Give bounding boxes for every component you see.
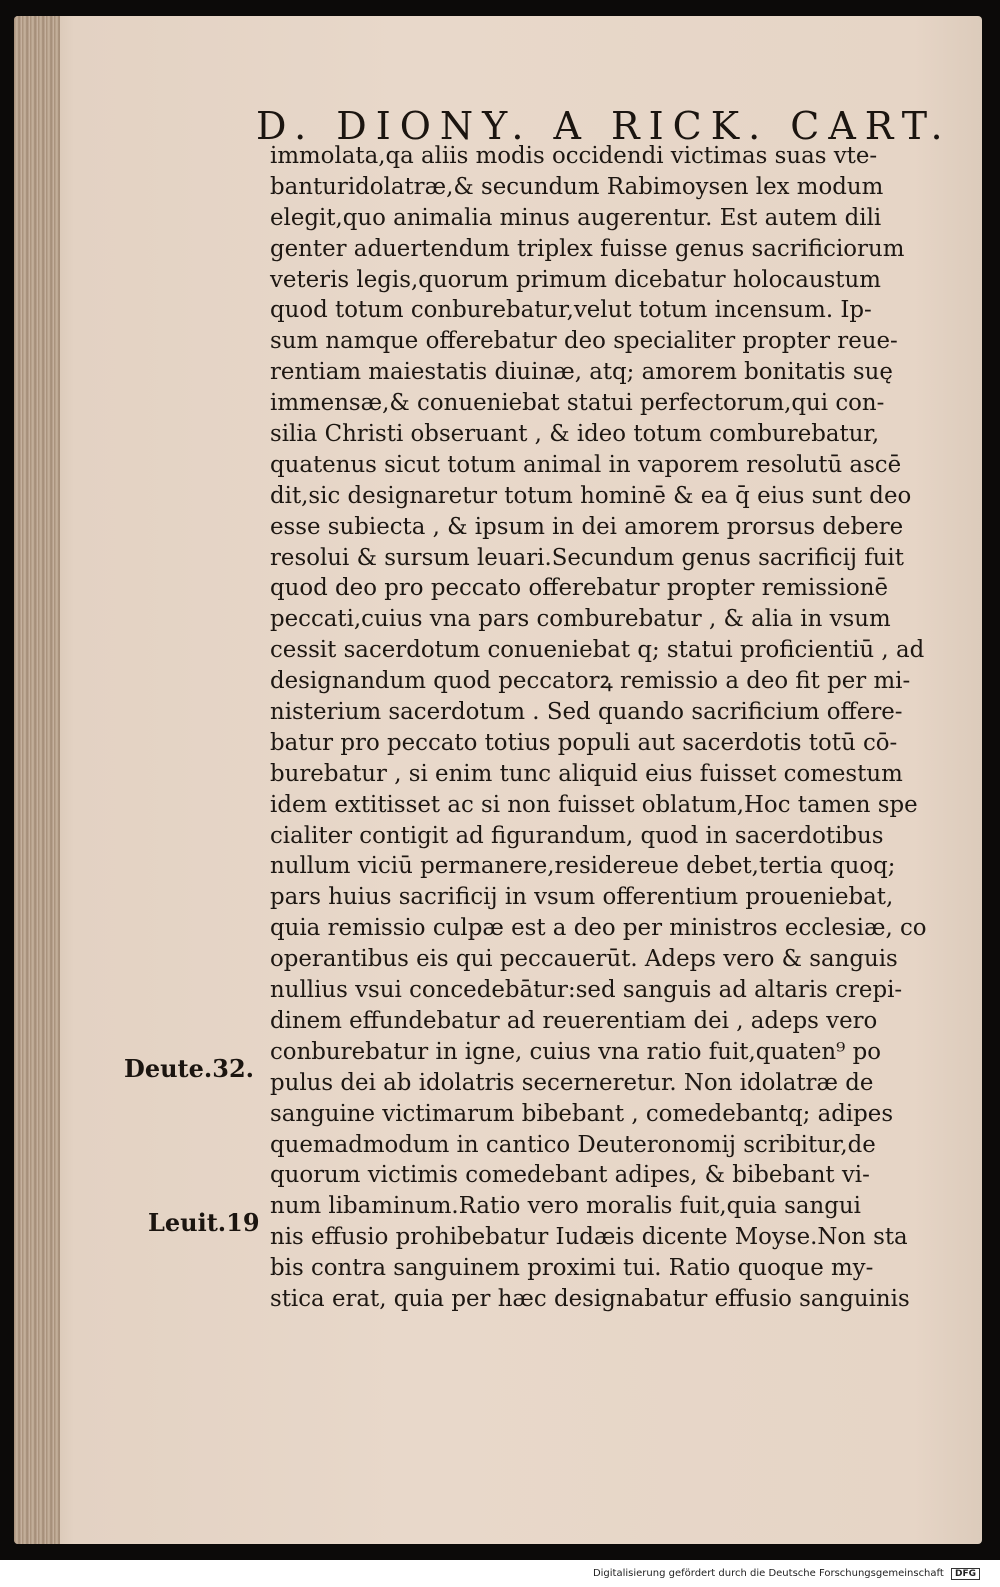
text-line: sanguine victimarum bibebant , comedebantq; adipes [270,1100,894,1127]
text-line: resolui & sursum leuari.Secundum genus sacrificij fuit [270,544,904,571]
text-line: immensæ,& conueniebat statui perfectorum,qui con- [270,390,885,417]
text-line: designandum quod peccatorꝝ remissio a deo fit per mi- [270,668,911,695]
text-line: genter aduertendum triplex fuisse genus sacrificiorum [270,235,905,262]
text-line: nis effusio prohibebatur Iudæis dicente Moyse.Non sta [270,1224,908,1251]
digitization-footer [593,1568,980,1580]
text-line: num libaminum.Ratio vero moralis fuit,quia sangui [270,1193,861,1220]
text-line: nullum viciū permanere,residereue debet,tertia quoq; [270,853,896,880]
margin-note-leviticus: Leuit.19 [148,1208,260,1237]
text-line: immolata,qa aliis modis occidendi victimas suas vte- [270,143,878,169]
text-line: cessit sacerdotum conueniebat q; statui proficientiū , ad [270,637,925,664]
text-line: quemadmodum in cantico Deuteronomij scribitur,de [270,1131,876,1158]
dfg-logo: DFG [951,1568,980,1580]
text-line: quod deo pro peccato offerebatur propter remissionē [270,575,888,602]
text-line: idem extitisset ac si non fuisset oblatum,Hoc tamen spe [270,791,918,818]
text-line: burebatur , si enim tunc aliquid eius fuisset comestum [270,760,903,787]
text-line: bis contra sanguinem proximi tui. Ratio quoque my- [270,1255,874,1282]
text-line: batur pro peccato totius populi aut sacerdotis totū cō- [270,729,898,756]
text-line: quia remissio culpæ est a deo per ministros ecclesiæ, co [270,915,927,942]
text-line: dit,sic designaretur totum hominē & ea q̄ eius sunt deo [270,482,912,509]
text-line: dinem effundebatur ad reuerentiam dei , adeps vero [270,1007,878,1034]
text-line: pulus dei ab idolatris secerneretur. Non idolatræ de [270,1069,874,1096]
page-text [270,141,950,1315]
footer-text: Digitalisierung gefördert durch die Deutsche Forschungsgemeinschaft [592,1568,944,1579]
book-spine [14,16,60,1544]
running-head: D. DIONY. A RICK. CART. [256,104,952,148]
text-line: sum namque offerebatur deo specialiter propter reue- [270,328,898,355]
text-line: quod totum conburebatur,velut totum incensum. Ip- [270,297,872,324]
text-line: nisterium sacerdotum . Sed quando sacrificium offere- [270,699,903,726]
text-line: quorum victimis comedebant adipes, & bibebant vi- [270,1162,870,1189]
text-line: rentiam maiestatis diuinæ, atq; amorem bonitatis suę [270,359,893,386]
text-line: quatenus sicut totum animal in vaporem resolutū ascē [270,451,902,478]
text-line: banturidolatræ,& secundum Rabimoysen lex modum [270,173,884,200]
text-line: veteris legis,quorum primum dicebatur holocaustum [270,266,881,293]
margin-note-deuteronomy: Deute.32. [124,1054,254,1083]
text-line: stica erat, quia per hæc designabatur effusio sanguinis [270,1285,910,1312]
text-line: silia Christi obseruant , & ideo totum comburebatur, [270,421,880,448]
text-line: cialiter contigit ad figurandum, quod in sacerdotibus [270,822,884,849]
text-line: elegit,quo animalia minus augerentur. Est autem dili [270,204,882,231]
text-line: esse subiecta , & ipsum in dei amorem prorsus debere [270,513,904,540]
text-line: conburebatur in igne, cuius vna ratio fuit,quaten⁹ po [270,1038,882,1065]
text-line: nullius vsui concedebātur:sed sanguis ad altaris crepi- [270,977,903,1004]
text-line: pars huius sacrificij in vsum offerentium proueniebat, [270,884,894,911]
text-line: operantibus eis qui peccauerūt. Adeps vero & sanguis [270,946,898,973]
text-line: peccati,cuius vna pars comburebatur , & alia in vsum [270,606,891,633]
